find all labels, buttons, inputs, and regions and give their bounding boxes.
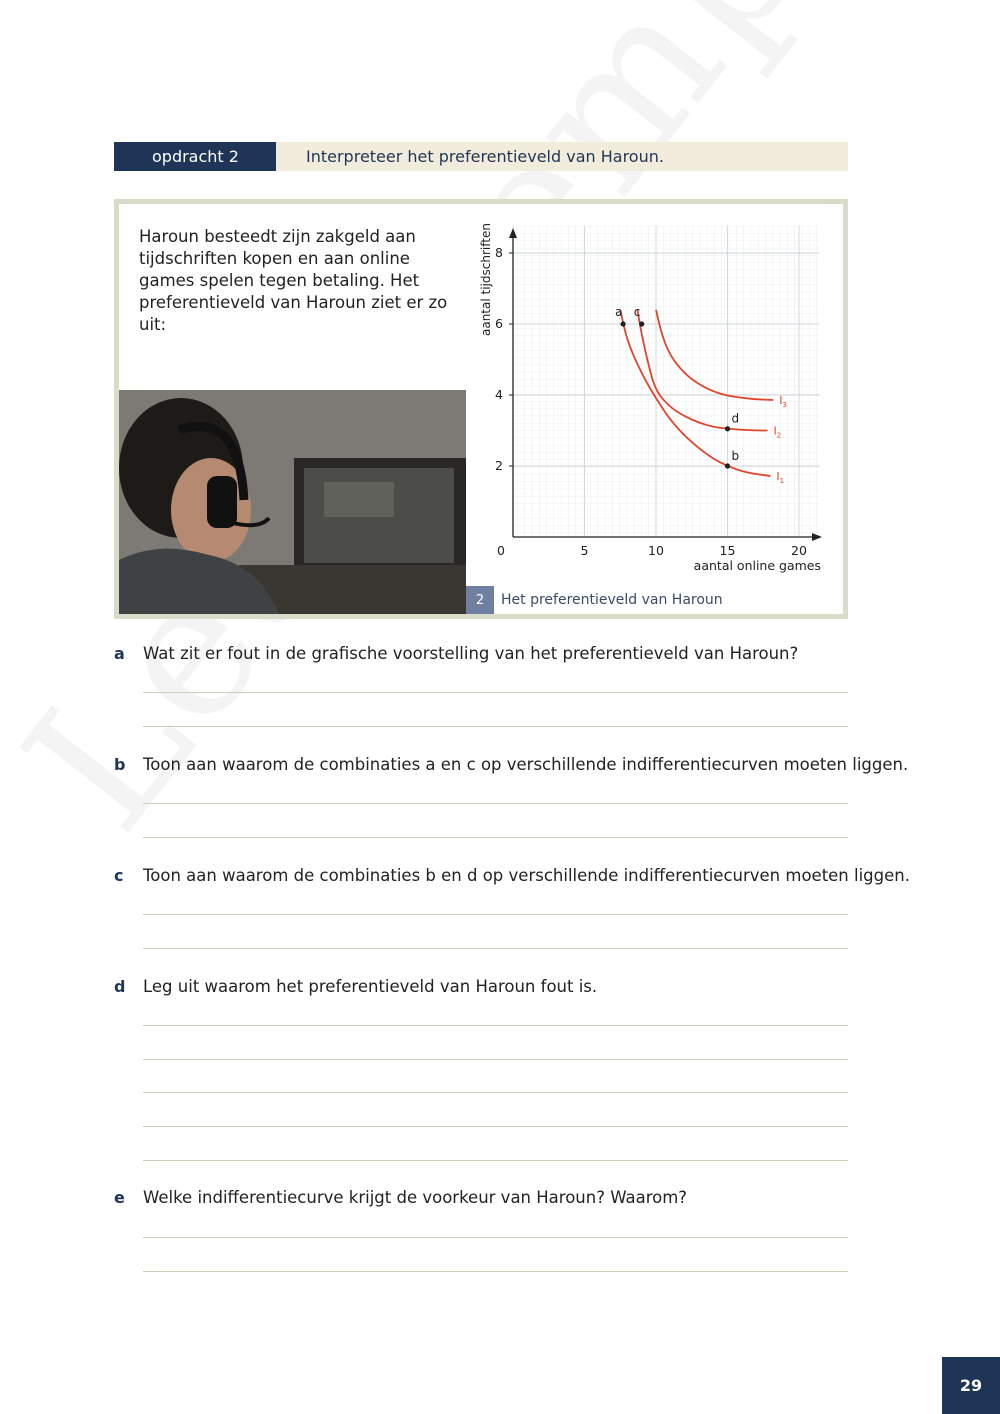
chart-grid xyxy=(513,226,820,538)
intro-text: Haroun besteedt zijn zakgeld aan tijdschriften kopen en aan online games spelen tegen betaling. Het preferentieveld van Haroun ziet er zo uit: xyxy=(139,227,448,334)
y-tick-label: 2 xyxy=(495,458,503,473)
answer-line[interactable] xyxy=(143,726,848,727)
curve-label: $I_2$ xyxy=(773,424,782,440)
figure-frame xyxy=(114,199,848,619)
y-axis-label: aantal tijdschriften xyxy=(479,223,493,336)
question-letter: a xyxy=(114,644,125,663)
answer-line[interactable] xyxy=(143,1237,848,1238)
curve-label: $I_1$ xyxy=(776,469,785,485)
y-tick-label: 8 xyxy=(495,245,503,260)
curve-label: $I_3$ xyxy=(779,393,787,409)
y-tick-label: 6 xyxy=(495,316,503,331)
y-tick-label: 4 xyxy=(495,387,503,402)
assignment-header xyxy=(114,142,848,171)
figure-number: 2 xyxy=(466,586,494,614)
page-number: 29 xyxy=(942,1357,1000,1414)
chart-panel xyxy=(466,204,843,586)
indifference-chart xyxy=(466,204,843,586)
photo-gamer xyxy=(119,390,466,614)
question-letter: b xyxy=(114,755,126,774)
figure-caption xyxy=(466,586,843,614)
answer-line[interactable] xyxy=(143,1025,848,1026)
question-text: Welke indifferentiecurve krijgt de voorkeur van Haroun? Waarom? xyxy=(143,1188,688,1207)
question-text: Wat zit er fout in de grafische voorstelling van het preferentieveld van Haroun? xyxy=(143,644,799,663)
point-label: b xyxy=(731,449,740,463)
point-a xyxy=(621,321,626,326)
x-tick-label: 0 xyxy=(497,543,505,558)
answer-line[interactable] xyxy=(143,803,848,804)
assignment-tag: opdracht 2 xyxy=(114,142,276,171)
x-tick-label: 10 xyxy=(648,543,664,558)
question-text: Leg uit waarom het preferentieveld van Haroun fout is. xyxy=(143,977,598,996)
point-label: a xyxy=(615,305,623,319)
question-letter: d xyxy=(114,977,126,996)
question-letter: c xyxy=(114,866,124,885)
assignment-title: Interpreteer het preferentieveld van Haroun. xyxy=(276,142,848,171)
x-tick-label: 5 xyxy=(580,543,589,558)
point-c xyxy=(639,321,644,326)
answer-line[interactable] xyxy=(143,1160,848,1161)
x-tick-label: 20 xyxy=(791,543,807,558)
answer-line[interactable] xyxy=(143,914,848,915)
answer-line[interactable] xyxy=(143,1092,848,1093)
x-tick-label: 15 xyxy=(719,543,736,558)
answer-line[interactable] xyxy=(143,692,848,693)
figure-caption-text: Het preferentieveld van Haroun xyxy=(501,592,723,608)
intro-panel xyxy=(119,204,466,390)
question-text: Toon aan waarom de combinaties a en c op verschillende indifferentiecurven moeten liggen. xyxy=(143,755,909,774)
answer-line[interactable] xyxy=(143,1059,848,1060)
point-d xyxy=(725,426,730,431)
x-axis-label: aantal online games xyxy=(693,558,821,573)
point-label: d xyxy=(731,411,740,426)
answer-line[interactable] xyxy=(143,948,848,949)
answer-line[interactable] xyxy=(143,837,848,838)
point-label: c xyxy=(633,305,641,319)
point-b xyxy=(725,463,730,468)
photo-illustration xyxy=(119,390,466,614)
answer-line[interactable] xyxy=(143,1126,848,1127)
question-text: Toon aan waarom de combinaties b en d op verschillende indifferentiecurven moeten liggen. xyxy=(143,866,910,885)
answer-line[interactable] xyxy=(143,1271,848,1272)
question-letter: e xyxy=(114,1188,125,1207)
